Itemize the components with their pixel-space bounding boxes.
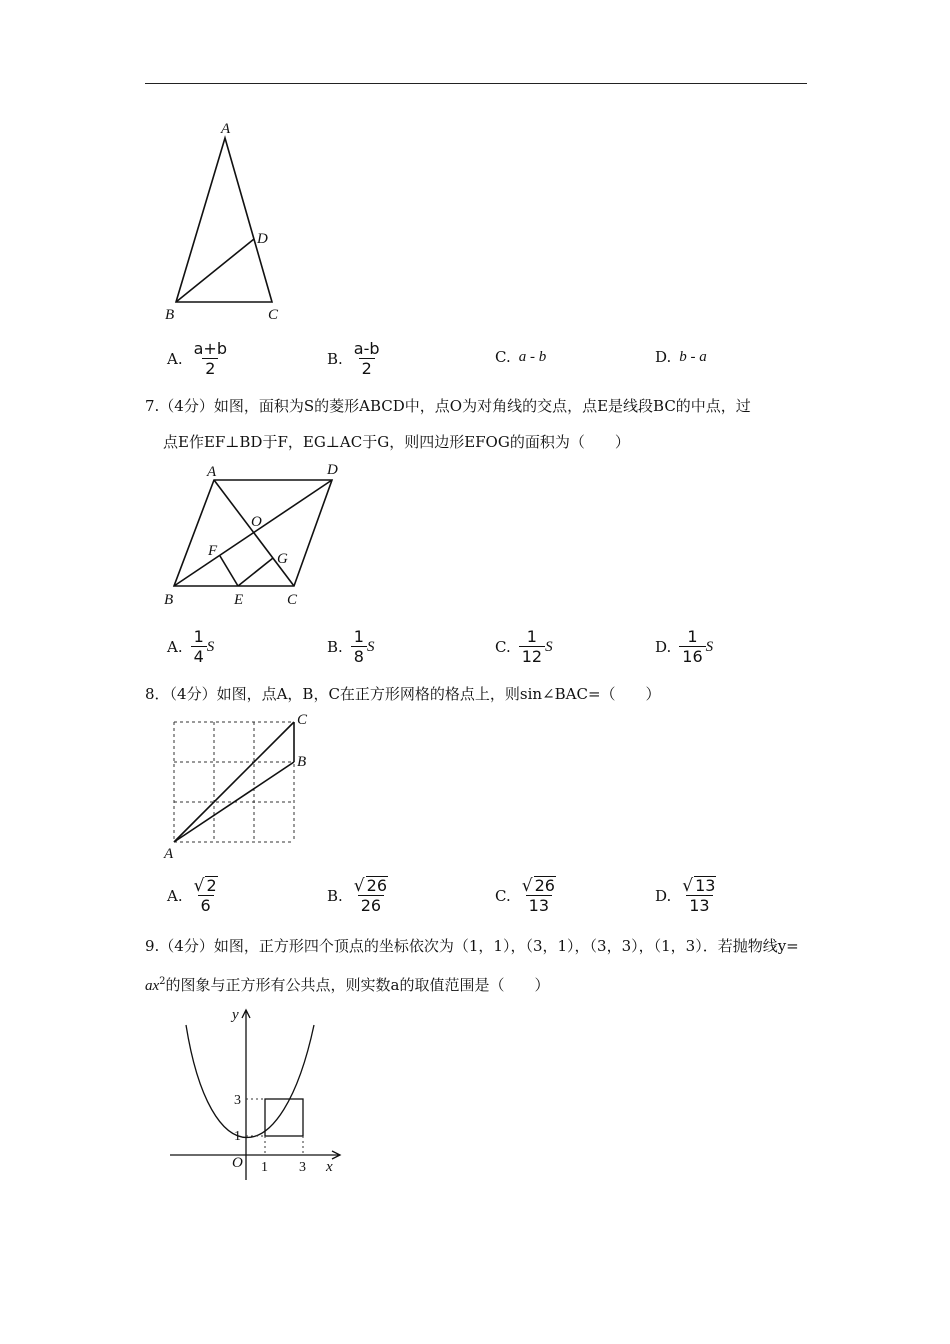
q8-option-d[interactable]: [655, 876, 719, 915]
q7-option-d-den: 16: [679, 646, 705, 666]
q7-option-a-letter: A.: [167, 638, 183, 656]
q8-label-c: C: [297, 712, 308, 728]
q9-stem-line2-sup: 2: [159, 976, 166, 987]
q6-option-b-letter: B.: [327, 350, 343, 368]
q7-diagonal-ac: [214, 480, 294, 586]
q8-option-a-letter: A.: [167, 886, 183, 905]
q7-option-c-num: 1: [526, 627, 537, 646]
q6-option-c[interactable]: [495, 348, 546, 366]
header-rule: [145, 83, 807, 84]
q9-label-x: x: [326, 1159, 333, 1175]
q8-option-b-radical-icon: √: [353, 876, 365, 896]
q6-option-a-den: 2: [202, 358, 218, 378]
q8-label-b: B: [297, 754, 307, 770]
q7-label-f: F: [208, 543, 218, 559]
q7-option-c-suffix: S: [545, 638, 553, 655]
q6-option-a-num: a+b: [193, 339, 227, 358]
q6-label-a: A: [221, 121, 231, 137]
q7-option-b-suffix: S: [366, 638, 375, 655]
q9-parabola-figure: [160, 1005, 355, 1185]
q7-stem-line2: 点E作EF⊥BD于F，EG⊥AC于G，则四边形EFOG的面积为（ ）: [163, 433, 630, 451]
q7-option-b-num: 1: [353, 627, 364, 646]
q8-option-b-fraction: [351, 876, 391, 915]
q6-option-d[interactable]: [655, 348, 707, 366]
q8-option-d-letter: D.: [655, 886, 672, 905]
q8-option-d-radicand: 13: [695, 876, 716, 895]
q8-option-a-fraction: [191, 876, 221, 915]
q8-option-b-letter: B.: [327, 886, 343, 905]
q9-label-origin: O: [232, 1155, 243, 1171]
q6-segment-bd: [176, 239, 254, 302]
q7-option-d-suffix: S: [705, 638, 714, 655]
q7-label-o: O: [251, 514, 262, 530]
q8-option-a[interactable]: [167, 876, 221, 915]
q6-label-c: C: [268, 307, 279, 323]
q7-option-b-den: 8: [351, 646, 367, 666]
q8-option-d-radical-icon: √: [682, 876, 694, 896]
q9-tick-y1: 1: [234, 1129, 241, 1144]
q6-label-d: D: [257, 231, 268, 247]
q7-option-d-num: 1: [687, 627, 698, 646]
q8-grid-figure: [160, 710, 320, 862]
q7-label-d: D: [327, 462, 338, 478]
q8-option-c-radicand: 26: [534, 876, 555, 895]
q8-label-a: A: [164, 846, 174, 862]
q8-option-a-den: 6: [198, 895, 214, 915]
q7-segment-ef: [220, 556, 238, 586]
q7-option-c[interactable]: [495, 628, 553, 666]
q6-label-b: B: [165, 307, 175, 323]
q8-option-b-radicand: 26: [366, 876, 387, 895]
q8-option-c-fraction: [519, 876, 559, 915]
q7-label-a: A: [207, 464, 217, 480]
q6-option-a[interactable]: [167, 340, 230, 378]
q7-option-a-den: 4: [191, 646, 207, 666]
q8-stem-line1: 8．（4分）如图，点A，B，C在正方形网格的格点上，则sin∠BAC=（ ）: [145, 685, 661, 703]
q7-option-c-den: 12: [519, 646, 545, 666]
q9-parabola-curve: [186, 1025, 314, 1138]
q6-option-b[interactable]: [327, 340, 383, 378]
q7-option-a-fraction: [191, 628, 207, 666]
q7-stem-line1: 7.（4分）如图，面积为S的菱形ABCD中，点O为对角线的交点，点E是线段BC的中点，过: [145, 397, 751, 415]
q7-option-b[interactable]: [327, 628, 374, 666]
q8-option-b[interactable]: [327, 876, 391, 915]
q7-segment-eg: [238, 558, 273, 586]
q8-option-b-den: 26: [358, 895, 384, 915]
q7-option-c-fraction: [519, 628, 545, 666]
q8-option-a-radical-icon: √: [193, 876, 205, 896]
q6-option-a-letter: A.: [167, 350, 183, 368]
q9-stem-line2-prefix: ax: [145, 978, 160, 994]
q8-option-a-radicand: 2: [206, 876, 217, 895]
q9-tick-x1: 1: [261, 1160, 268, 1175]
q6-option-d-text: b - a: [679, 348, 707, 365]
q7-option-d[interactable]: [655, 628, 713, 666]
q9-tick-x3: 3: [299, 1160, 306, 1175]
q8-option-c-radical-icon: √: [521, 876, 533, 896]
q9-stem-line2-rest: 的图象与正方形有公共点，则实数a的取值范围是（ ）: [165, 976, 550, 994]
q6-triangle-abc: [176, 138, 272, 302]
q7-rhombus-figure: [160, 458, 360, 610]
q7-option-d-letter: D.: [655, 638, 672, 656]
q9-stem-line2: [145, 972, 550, 996]
q6-option-c-text: a - b: [518, 348, 547, 365]
q9-tick-y3: 3: [234, 1093, 241, 1108]
q6-option-b-den: 2: [359, 358, 375, 378]
q8-option-c-letter: C.: [495, 886, 511, 905]
q8-option-d-fraction: [679, 876, 719, 915]
q7-option-d-fraction: [679, 628, 705, 666]
q6-option-b-fraction: [351, 340, 383, 378]
q6-option-b-num: a-b: [353, 339, 380, 358]
q8-option-c[interactable]: [495, 876, 559, 915]
q6-option-c-letter: C.: [495, 348, 511, 366]
q7-option-b-fraction: [351, 628, 367, 666]
q8-option-d-den: 13: [686, 895, 712, 915]
q7-label-e: E: [234, 592, 244, 608]
q7-option-a-num: 1: [193, 627, 204, 646]
q9-stem-line1: 9.（4分）如图，正方形四个顶点的坐标依次为（1，1），（3，1），（3，3），（1，3）．若抛物线y=: [145, 937, 799, 955]
q7-option-b-letter: B.: [327, 638, 343, 656]
q9-label-y: y: [232, 1007, 239, 1023]
q8-option-c-den: 13: [526, 895, 552, 915]
q7-label-b: B: [164, 592, 174, 608]
q8-segment-ac: [174, 722, 294, 842]
q9-square: [265, 1099, 303, 1136]
q6-triangle-figure: [160, 118, 290, 328]
q7-option-a[interactable]: [167, 628, 214, 666]
q6-option-d-letter: D.: [655, 348, 672, 366]
q7-option-c-letter: C.: [495, 638, 511, 656]
q6-option-a-fraction: [191, 340, 230, 378]
q7-label-c: C: [287, 592, 298, 608]
q7-option-a-suffix: S: [206, 638, 215, 655]
q7-label-g: G: [277, 551, 288, 567]
